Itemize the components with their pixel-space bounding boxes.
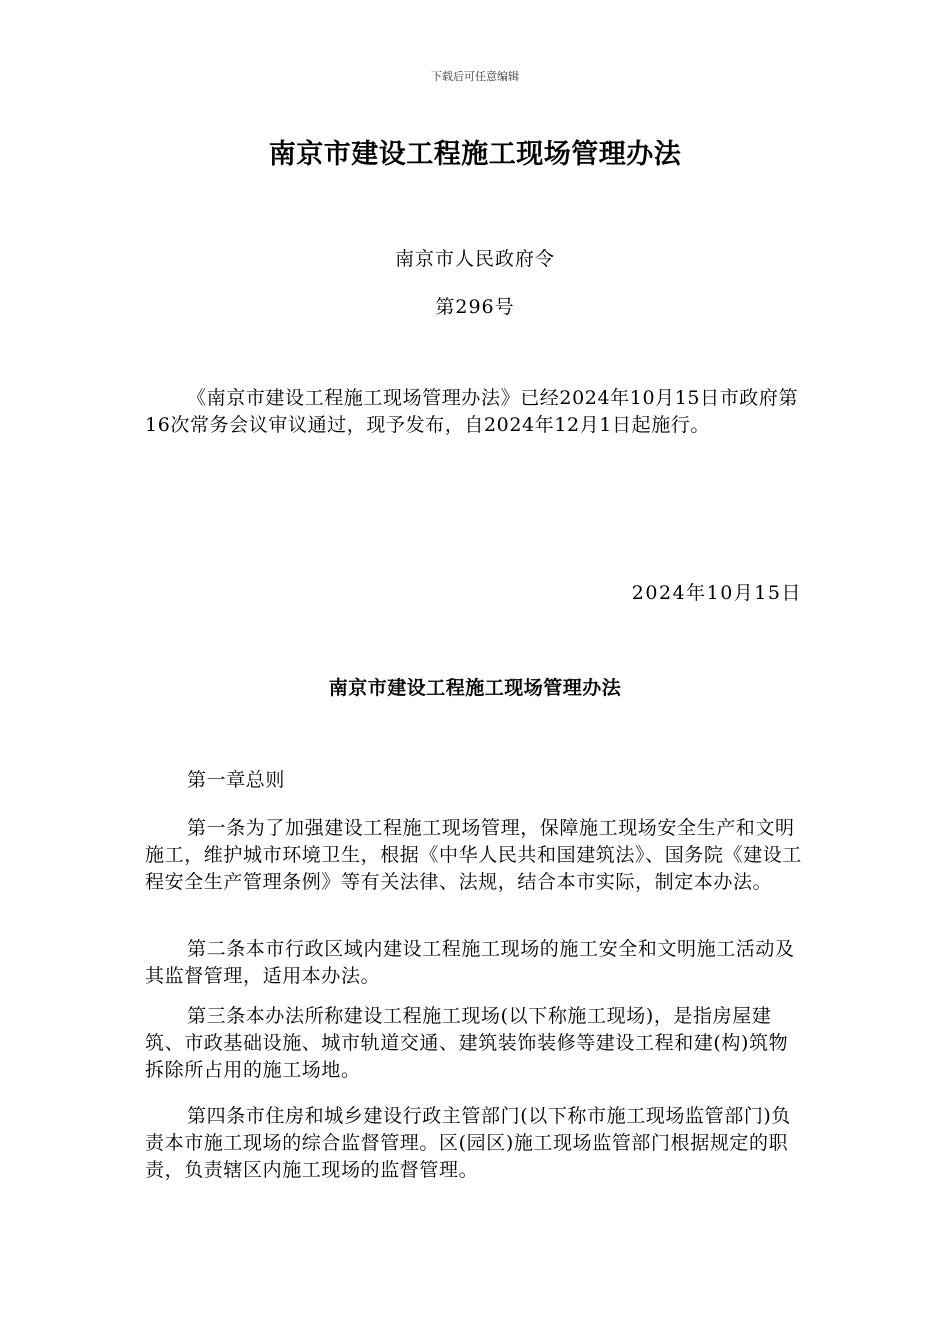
header-note: 下载后可任意编辑 bbox=[431, 70, 519, 83]
article-1: 第一条为了加强建设工程施工现场管理，保障施工现场安全生产和文明施工，维护城市环境卫生，根据《中华人民共和国建筑法》、国务院《建设工程安全生产管理条例》等有关法律、法规，结合本市实际，制定本办法。 bbox=[145, 817, 802, 893]
chapter-heading: 第一章总则 bbox=[187, 769, 286, 791]
issue-date: 2024年10月15日 bbox=[631, 582, 802, 604]
promulgation-paragraph: 《南京市建设工程施工现场管理办法》已经2024年10月15日市政府第16次常务会议审议通过，现予发布，自2024年12月1日起施行。 bbox=[145, 387, 799, 436]
order-number: 第296号 bbox=[435, 296, 515, 318]
document-title: 南京市建设工程施工现场管理办法 bbox=[268, 139, 682, 170]
article-3: 第三条本办法所称建设工程施工现场(以下称施工现场)，是指房屋建筑、市政基础设施、城市轨道交通、建筑装饰装修等建设工程和建(构)筑物拆除所占用的施工场地。 bbox=[145, 1005, 789, 1081]
document-subtitle: 南京市建设工程施工现场管理办法 bbox=[328, 677, 622, 699]
issuer: 南京市人民政府令 bbox=[394, 248, 555, 270]
article-4: 第四条市住房和城乡建设行政主管部门(以下称市施工现场监管部门)负责本市施工现场的综合监督管理。区(园区)施工现场监管部门根据规定的职责，负责辖区内施工现场的监督管理。 bbox=[145, 1105, 792, 1181]
article-2: 第二条本市行政区域内建设工程施工现场的施工安全和文明施工活动及其监督管理，适用本办法。 bbox=[145, 938, 795, 987]
